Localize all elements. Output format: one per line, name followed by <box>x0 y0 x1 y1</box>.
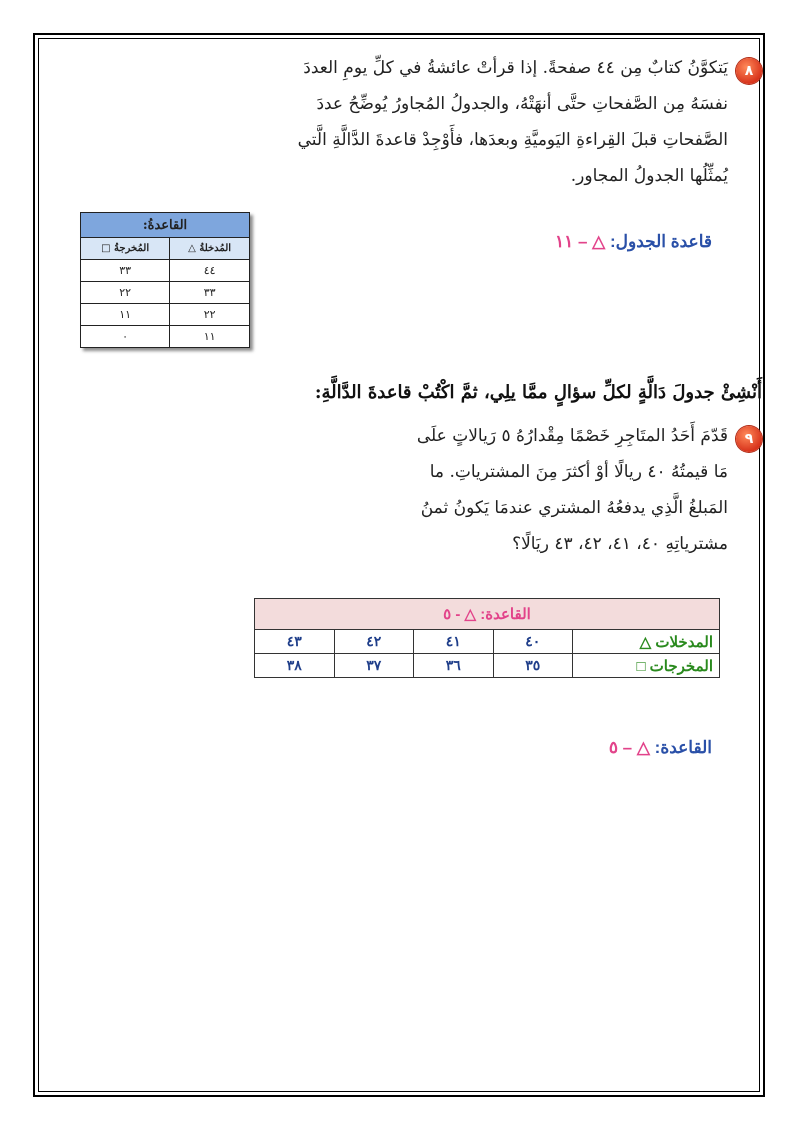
inputs-label: المدخلات △ <box>573 630 720 654</box>
table-cell-output: ١١ <box>81 304 170 326</box>
table-header-input: المُدخلةُ △ <box>170 238 250 260</box>
table-cell-input: ٤٤ <box>170 260 250 282</box>
answer-label: القاعدة: <box>654 738 712 757</box>
answer-expression: △ – ٥ <box>608 738 650 757</box>
section-heading: أَنْشِئْ جدولَ دَالَّةٍ لكلِّ سؤالٍ ممَّا يلِي، ثمَّ اكْتُبْ قاعدةَ الدَّالَّةِ: <box>314 382 762 403</box>
table-row <box>81 304 250 326</box>
table-title: القاعدةُ: <box>81 213 250 238</box>
input-value: ٤٢ <box>334 630 414 654</box>
answer-label: قاعدة الجدول: <box>609 232 712 251</box>
problem-8-function-table <box>80 212 250 348</box>
table-cell-output: ٠ <box>81 326 170 348</box>
table-cell-output: ٢٢ <box>81 282 170 304</box>
problem-8-line: نفسَهُ مِن الصَّفحاتِ حتَّى أنهَتْهُ، والجدولُ المُجاورُ يُوضِّحُ عددَ <box>316 94 728 114</box>
problem-8-text <box>200 50 728 194</box>
output-value: ٣٦ <box>414 654 494 678</box>
input-value: ٤٣ <box>255 630 335 654</box>
input-value: ٤١ <box>414 630 494 654</box>
problem-8-answer <box>555 232 712 252</box>
table-header-output: المُخرجةُ □ <box>81 238 170 260</box>
table-cell-output: ٣٣ <box>81 260 170 282</box>
table-cell-input: ٢٢ <box>170 304 250 326</box>
table-row-inputs <box>255 630 720 654</box>
problem-9-line: قَدّمَ أَحَدُ المتَاجِرِ خَصْمًا مِقْدارُهُ ٥ رَيالاتٍ علَى <box>416 426 728 446</box>
table-cell-input: ٣٣ <box>170 282 250 304</box>
table-row <box>81 260 250 282</box>
problem-9-line: مَا قيمتُهُ ٤٠ ريالًا أوْ أكثرَ مِنَ المشترياتِ. ما <box>429 462 728 482</box>
table-row <box>81 326 250 348</box>
output-value: ٣٥ <box>493 654 573 678</box>
problem-9-badge: ٩ <box>736 426 762 452</box>
problem-9-line: مشترياتِهِ ٤٠، ٤١، ٤٢، ٤٣ ريَالًا؟ <box>512 534 728 554</box>
table-row <box>81 282 250 304</box>
problem-9-text <box>366 418 728 562</box>
outputs-label: المخرجات □ <box>573 654 720 678</box>
input-value: ٤٠ <box>493 630 573 654</box>
problem-9-answer <box>609 738 712 758</box>
table-cell-input: ١١ <box>170 326 250 348</box>
page-border-inner <box>38 38 760 1092</box>
problem-9-line: المَبلغُ الَّذِي يدفعُهُ المشتري عندمَا يَكونُ ثمنُ <box>420 498 728 518</box>
problem-8-line: يَتكوَّنُ كتابٌ مِن ٤٤ صفحةً. إذا قرأتْ عائشةُ في كلِّ يومِ العددَ <box>303 58 728 78</box>
table-rule: القاعدة: △ - ٥ <box>255 599 720 630</box>
problem-8-line: الصَّفحاتِ قبلَ القِراءةِ اليَوميَّةِ وبعدَها، فأَوْجِدْ قاعدةَ الدَّالَّةِ الَّتي <box>297 130 728 150</box>
output-value: ٣٧ <box>334 654 414 678</box>
answer-expression: △ – ١١ <box>554 232 606 251</box>
output-value: ٣٨ <box>255 654 335 678</box>
problem-8-badge: ٨ <box>736 58 762 84</box>
problem-8-line: يُمثِّلُها الجدولُ المجاور. <box>570 166 728 186</box>
problem-9-function-table <box>254 598 720 678</box>
table-row-outputs <box>255 654 720 678</box>
